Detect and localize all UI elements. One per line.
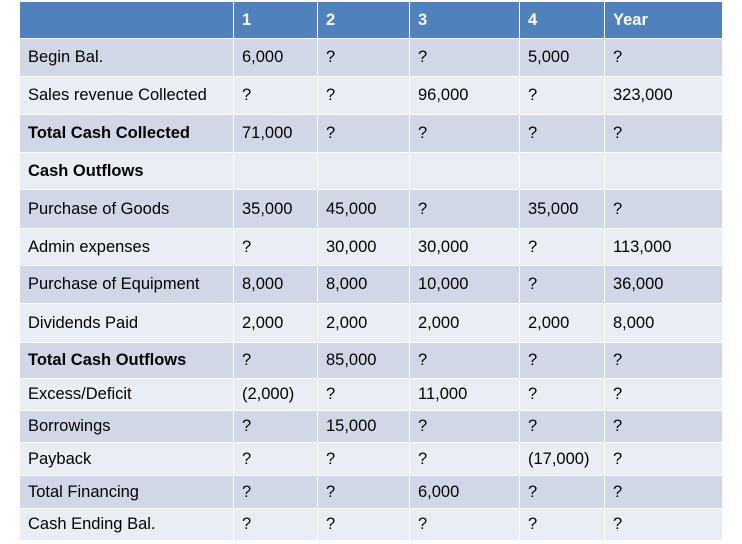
table-row	[20, 190, 722, 229]
table-cell: ?	[605, 411, 722, 443]
table-cell: ?	[520, 379, 605, 411]
table-cell: ?	[605, 343, 722, 379]
table-row	[20, 115, 722, 153]
header-cell-3: 3	[410, 2, 520, 39]
cash-budget-body	[20, 2, 722, 541]
table-cell: ?	[605, 443, 722, 476]
table-cell: ?	[318, 443, 410, 476]
table-cell: ?	[318, 77, 410, 115]
table-cell: ?	[410, 39, 520, 77]
table-cell: ?	[234, 77, 318, 115]
row-label: Payback	[20, 443, 234, 476]
table-row	[20, 266, 722, 304]
table-cell: ?	[410, 343, 520, 379]
table-cell: 8,000	[605, 304, 722, 343]
table-cell: ?	[520, 476, 605, 509]
row-label: Excess/Deficit	[20, 379, 234, 411]
table-cell	[234, 153, 318, 190]
table-cell: ?	[410, 509, 520, 541]
table-cell: (17,000)	[520, 443, 605, 476]
table-cell: 45,000	[318, 190, 410, 229]
table-cell: ?	[234, 443, 318, 476]
table-cell: ?	[605, 39, 722, 77]
table-cell: 323,000	[605, 77, 722, 115]
header-cell-4: 4	[520, 2, 605, 39]
table-row	[20, 153, 722, 190]
row-label: Purchase of Equipment	[20, 266, 234, 304]
table-cell	[605, 153, 722, 190]
table-cell: ?	[605, 379, 722, 411]
table-cell: ?	[318, 39, 410, 77]
table-cell: 113,000	[605, 229, 722, 266]
table-cell: 2,000	[520, 304, 605, 343]
table-cell: ?	[234, 476, 318, 509]
row-label: Cash Outflows	[20, 153, 234, 190]
row-label: Begin Bal.	[20, 39, 234, 77]
table-cell: ?	[605, 476, 722, 509]
table-cell	[410, 153, 520, 190]
table-cell: ?	[520, 411, 605, 443]
table-row	[20, 229, 722, 266]
table-cell: ?	[410, 115, 520, 153]
table-cell: ?	[234, 509, 318, 541]
table-row	[20, 77, 722, 115]
table-row	[20, 476, 722, 509]
header-cell-5: Year	[605, 2, 722, 39]
table-cell: ?	[605, 115, 722, 153]
table-row	[20, 343, 722, 379]
table-cell: 11,000	[410, 379, 520, 411]
table-cell: 2,000	[234, 304, 318, 343]
table-cell: ?	[410, 411, 520, 443]
table-cell: ?	[318, 509, 410, 541]
table-cell: 6,000	[410, 476, 520, 509]
header-cell-2: 2	[318, 2, 410, 39]
table-cell: ?	[520, 229, 605, 266]
row-label: Total Cash Collected	[20, 115, 234, 153]
table-cell: 71,000	[234, 115, 318, 153]
table-cell: ?	[520, 343, 605, 379]
table-cell: ?	[605, 509, 722, 541]
table-cell: ?	[318, 476, 410, 509]
table-cell: ?	[410, 190, 520, 229]
table-row	[20, 509, 722, 541]
header-corner-cell	[20, 2, 234, 39]
table-cell: ?	[234, 343, 318, 379]
table-cell: 10,000	[410, 266, 520, 304]
table-cell: 5,000	[520, 39, 605, 77]
row-label: Sales revenue Collected	[20, 77, 234, 115]
table-cell	[318, 153, 410, 190]
row-label: Total Cash Outflows	[20, 343, 234, 379]
row-label: Admin expenses	[20, 229, 234, 266]
row-label: Cash Ending Bal.	[20, 509, 234, 541]
row-label: Borrowings	[20, 411, 234, 443]
table-cell: ?	[520, 266, 605, 304]
table-cell: 2,000	[318, 304, 410, 343]
table-row	[20, 443, 722, 476]
table-row	[20, 411, 722, 443]
table-cell	[520, 153, 605, 190]
table-cell: 35,000	[520, 190, 605, 229]
table-cell: ?	[234, 411, 318, 443]
table-cell: 30,000	[410, 229, 520, 266]
row-label: Purchase of Goods	[20, 190, 234, 229]
table-row	[20, 304, 722, 343]
table-cell: 15,000	[318, 411, 410, 443]
table-cell: ?	[520, 509, 605, 541]
table-cell: ?	[234, 229, 318, 266]
table-cell: ?	[520, 115, 605, 153]
table-cell: 2,000	[410, 304, 520, 343]
table-cell: 30,000	[318, 229, 410, 266]
table-cell: ?	[520, 77, 605, 115]
table-cell: 35,000	[234, 190, 318, 229]
table-cell: ?	[318, 115, 410, 153]
table-cell: ?	[318, 379, 410, 411]
table-cell: 36,000	[605, 266, 722, 304]
table-row	[20, 379, 722, 411]
header-cell-1: 1	[234, 2, 318, 39]
table-cell: 96,000	[410, 77, 520, 115]
table-cell: ?	[410, 443, 520, 476]
table-cell: 8,000	[234, 266, 318, 304]
row-label: Total Financing	[20, 476, 234, 509]
table-row	[20, 39, 722, 77]
cash-budget-table	[20, 2, 722, 541]
row-label: Dividends Paid	[20, 304, 234, 343]
table-cell: 85,000	[318, 343, 410, 379]
header-row	[20, 2, 722, 39]
table-cell: 8,000	[318, 266, 410, 304]
table-cell: 6,000	[234, 39, 318, 77]
table-cell: (2,000)	[234, 379, 318, 411]
table-cell: ?	[605, 190, 722, 229]
